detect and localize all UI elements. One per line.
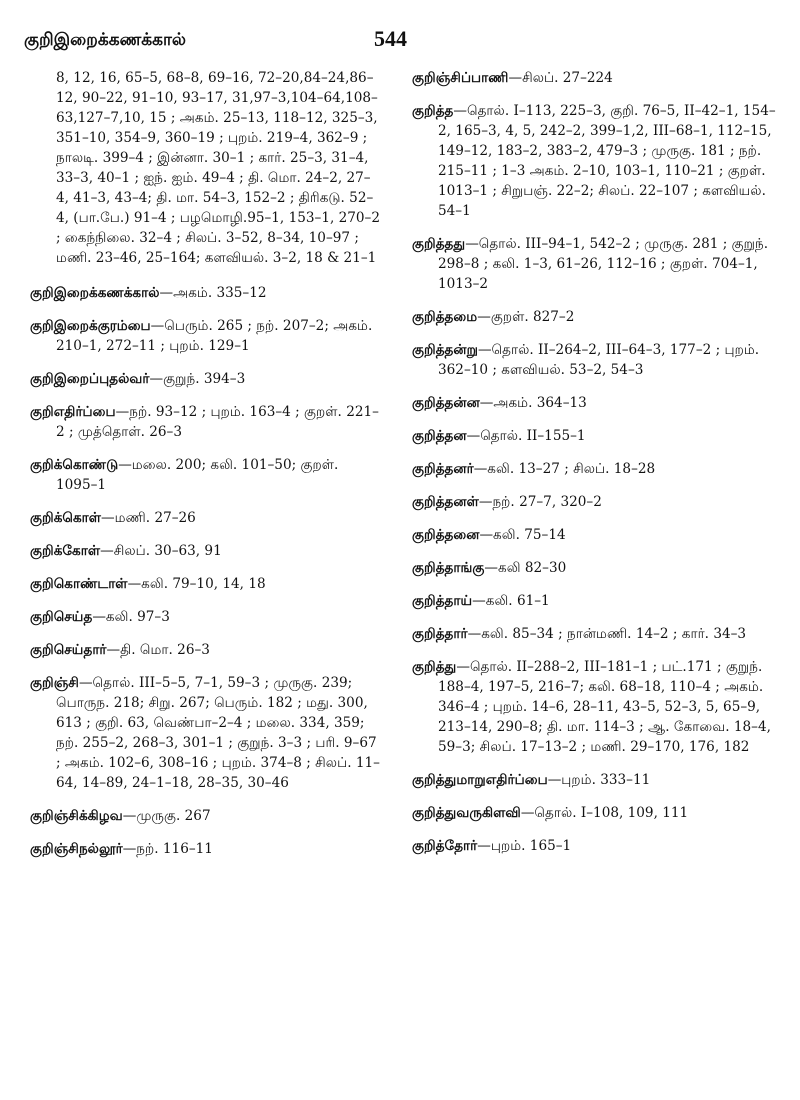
entry-references: —கலி. 13–27 ; சிலப். 18–28 [473, 461, 656, 477]
index-entry [412, 68, 777, 88]
entry-headword: குறிக்கொள் [30, 510, 102, 526]
entry-headword: குறித்தாய் [412, 593, 473, 609]
index-entry [30, 574, 380, 594]
index-entry [412, 101, 777, 221]
entry-headword: குறித்தது [412, 236, 466, 252]
index-entry [30, 455, 380, 495]
index-entry [30, 806, 380, 826]
page-header [24, 26, 776, 60]
entry-headword: குறிஇறைக்குரம்பை [30, 318, 151, 334]
entry-headword: குறிஇறைக்கணக்கால் [30, 285, 160, 301]
entry-headword: குறித்த [412, 103, 454, 119]
entry-references: —கலி. 85–34 ; நான்மணி. 14–2 ; கார். 34–3 [467, 626, 747, 642]
index-entry [30, 607, 380, 627]
entry-references: —முருகு. 267 [122, 808, 211, 824]
entry-references: —கலி. 97–3 [92, 609, 170, 625]
index-entry [412, 657, 777, 757]
entry-references: —தொல். II–288–2, III–181–1 ; பட்.171 ; குறுந். 188–4, 197–5, 216–7; கலி. 68–18, 110–4 ; அகம். 346–4 ; புறம். 14–6, 28–11, 43–5, 52–3, 5, 65–9, 213–14, 290–8; தி. மா. 114–3 ; ஆ. கோவை. 18–4, 59–3; சிலப். 17–13–2 ; மணி. 29–170, 176, 182 [438, 659, 771, 755]
entry-references: —புறம். 333–11 [547, 772, 651, 788]
guide-word: குறிஇறைக்கணக்கால் [24, 30, 186, 50]
entry-references: —நற். 27–7, 320–2 [478, 494, 602, 510]
entry-references: —நற். 93–12 ; புறம். 163–4 ; குறள். 221–2 ; முத்தொள். 26–3 [56, 404, 379, 440]
left-column [30, 68, 380, 872]
index-entry [412, 234, 777, 294]
entry-headword: குறிக்கொண்டு [30, 457, 119, 473]
right-column [412, 68, 777, 869]
entry-references: —பெரும். 265 ; நற். 207–2; அகம். 210–1, 272–11 ; புறம். 129–1 [56, 318, 373, 354]
index-entry [412, 307, 777, 327]
entry-references: —தொல். II–264–2, III–64–3, 177–2 ; புறம். 362–10 ; களவியல். 53–2, 54–3 [438, 342, 760, 378]
entry-headword: குறிஇறைப்புதல்வர் [30, 371, 150, 387]
index-entry [412, 558, 777, 578]
index-entry [30, 316, 380, 356]
index-entry [30, 369, 380, 389]
index-entry [412, 836, 777, 856]
entry-headword: குறித்தாங்கு [412, 560, 485, 576]
index-entry [30, 640, 380, 660]
entry-references: —தொல். III–94–1, 542–2 ; முருகு. 281 ; குறுந். 298–8 ; கலி. 1–3, 61–26, 112–16 ; குறள். 704–1, 1013–2 [438, 236, 769, 292]
index-entry [30, 68, 380, 268]
entry-references: 8, 12, 16, 65–5, 68–8, 69–16, 72–20,84–24,86–12, 90–22, 91–10, 93–17, 31,97–3,104–64,108–63,127–7,10, 15 ; அகம். 25–13, 118–12, 325–3, 351–10, 354–9, 360–19 ; புறம். 219–4, 362–9 ; நாலடி. 399–4 ; இன்னா. 30–1 ; கார். 25–3, 31–4, 33–3, 40–1 ; ஐந். ஐம். 49–4 ; தி. மொ. 24–2, 27–4, 41–3, 43–4; தி. மா. 54–3, 152–2 ; திரிகடு. 52–4, (பா.பே.) 91–4 ; பழமொழி.95–1, 153–1, 270–2 ; கைந்நிலை. 32–4 ; சிலப். 3–52, 8–34, 10–97 ; மணி. 23–46, 25–164; களவியல். 3–2, 18 & 21–1 [56, 70, 380, 266]
index-entry [412, 393, 777, 413]
entry-headword: குறிஞ்சிப்பாணி [412, 70, 509, 86]
entry-references: —அகம். 335–12 [159, 285, 267, 301]
index-entry [30, 402, 380, 442]
index-entry [30, 839, 380, 859]
entry-references: —புறம். 165–1 [477, 838, 572, 854]
entry-headword: குறித்தனை [412, 527, 480, 543]
entry-references: —மலை. 200; கலி. 101–50; குறள். 1095–1 [56, 457, 339, 493]
entry-headword: குறிஞ்சிநல்லூர் [30, 841, 123, 857]
entry-references: —கலி. 75–14 [479, 527, 566, 543]
entry-headword: குறிஞ்சிக்கிழவ [30, 808, 123, 824]
entry-references: —தொல். III–5–5, 7–1, 59–3 ; முருகு. 239; பொருந. 218; சிறு. 267; பெரும். 182 ; மது. 300, 613 ; குறி. 63, வெண்பா–2–4 ; மலை. 334, 359; நற். 255–2, 268–3, 301–1 ; குறுந். 3–3 ; பரி. 9–67 ; அகம். 102–6, 308–16 ; புறம். 374–8 ; சிலப். 11–64, 14–89, 24–1–18, 28–35, 30–46 [56, 675, 380, 791]
entry-references: —சிலப். 30–63, 91 [100, 543, 222, 559]
index-entry [412, 459, 777, 479]
entry-headword: குறிஞ்சி [30, 675, 79, 691]
entry-references: —அகம். 364–13 [479, 395, 587, 411]
entry-references: —கலி. 61–1 [472, 593, 550, 609]
entry-headword: குறிகொண்டாள் [30, 576, 128, 592]
entry-headword: குறித்து [412, 659, 457, 675]
entry-headword: குறித்தார் [412, 626, 468, 642]
entry-headword: குறிசெய்த [30, 609, 93, 625]
entry-references: —தொல். I–108, 109, 111 [520, 805, 689, 821]
entry-references: —தொல். I–113, 225–3, குறி. 76–5, II–42–1, 154–2, 165–3, 4, 5, 242–2, 399–1,2, III–68–1, 112–15, 149–12, 183–2, 383–2, 479–3 ; முருகு. 181 ; நற். 215–11 ; 1–3 அகம். 2–10, 103–1, 110–21 ; குறள். 1013–1 ; சிறுபஞ். 22–2; சிலப். 22–107 ; களவியல். 54–1 [438, 103, 776, 219]
entry-references: —தொல். II–155–1 [466, 428, 586, 444]
index-entry [412, 340, 777, 380]
entry-headword: குறித்தன்று [412, 342, 478, 358]
entry-headword: குறிக்கோள் [30, 543, 101, 559]
index-entry [412, 770, 777, 790]
index-entry [412, 426, 777, 446]
entry-references: —தி. மொ. 26–3 [106, 642, 210, 658]
entry-references: —கலி. 79–10, 14, 18 [127, 576, 266, 592]
entry-headword: குறிசெய்தார் [30, 642, 107, 658]
entry-headword: குறித்தமை [412, 309, 478, 325]
index-entry [412, 803, 777, 823]
index-entry [412, 624, 777, 644]
entry-headword: குறித்துமாறுஎதிர்ப்பை [412, 772, 548, 788]
entry-references: —குறள். 827–2 [477, 309, 575, 325]
entry-references: —நற். 116–11 [122, 841, 213, 857]
index-entry [30, 673, 380, 793]
entry-references: —சிலப். 27–224 [508, 70, 613, 86]
entry-references: —மணி. 27–26 [101, 510, 196, 526]
entry-references: —குறுந். 394–3 [149, 371, 246, 387]
entry-references: —கலி 82–30 [484, 560, 567, 576]
entry-headword: குறித்தோர் [412, 838, 478, 854]
entry-headword: குறித்தனள் [412, 494, 479, 510]
entry-headword: குறித்துவருகிளவி [412, 805, 521, 821]
entry-headword: குறித்தன [412, 428, 467, 444]
index-entry [412, 492, 777, 512]
index-entry [412, 591, 777, 611]
index-entry [412, 525, 777, 545]
index-entry [30, 508, 380, 528]
index-entry [30, 541, 380, 561]
entry-headword: குறித்தன்ன [412, 395, 480, 411]
entry-headword: குறிஎதிர்ப்பை [30, 404, 116, 420]
page-number: 544 [374, 26, 407, 51]
index-entry [30, 283, 380, 303]
entry-headword: குறித்தனர் [412, 461, 474, 477]
